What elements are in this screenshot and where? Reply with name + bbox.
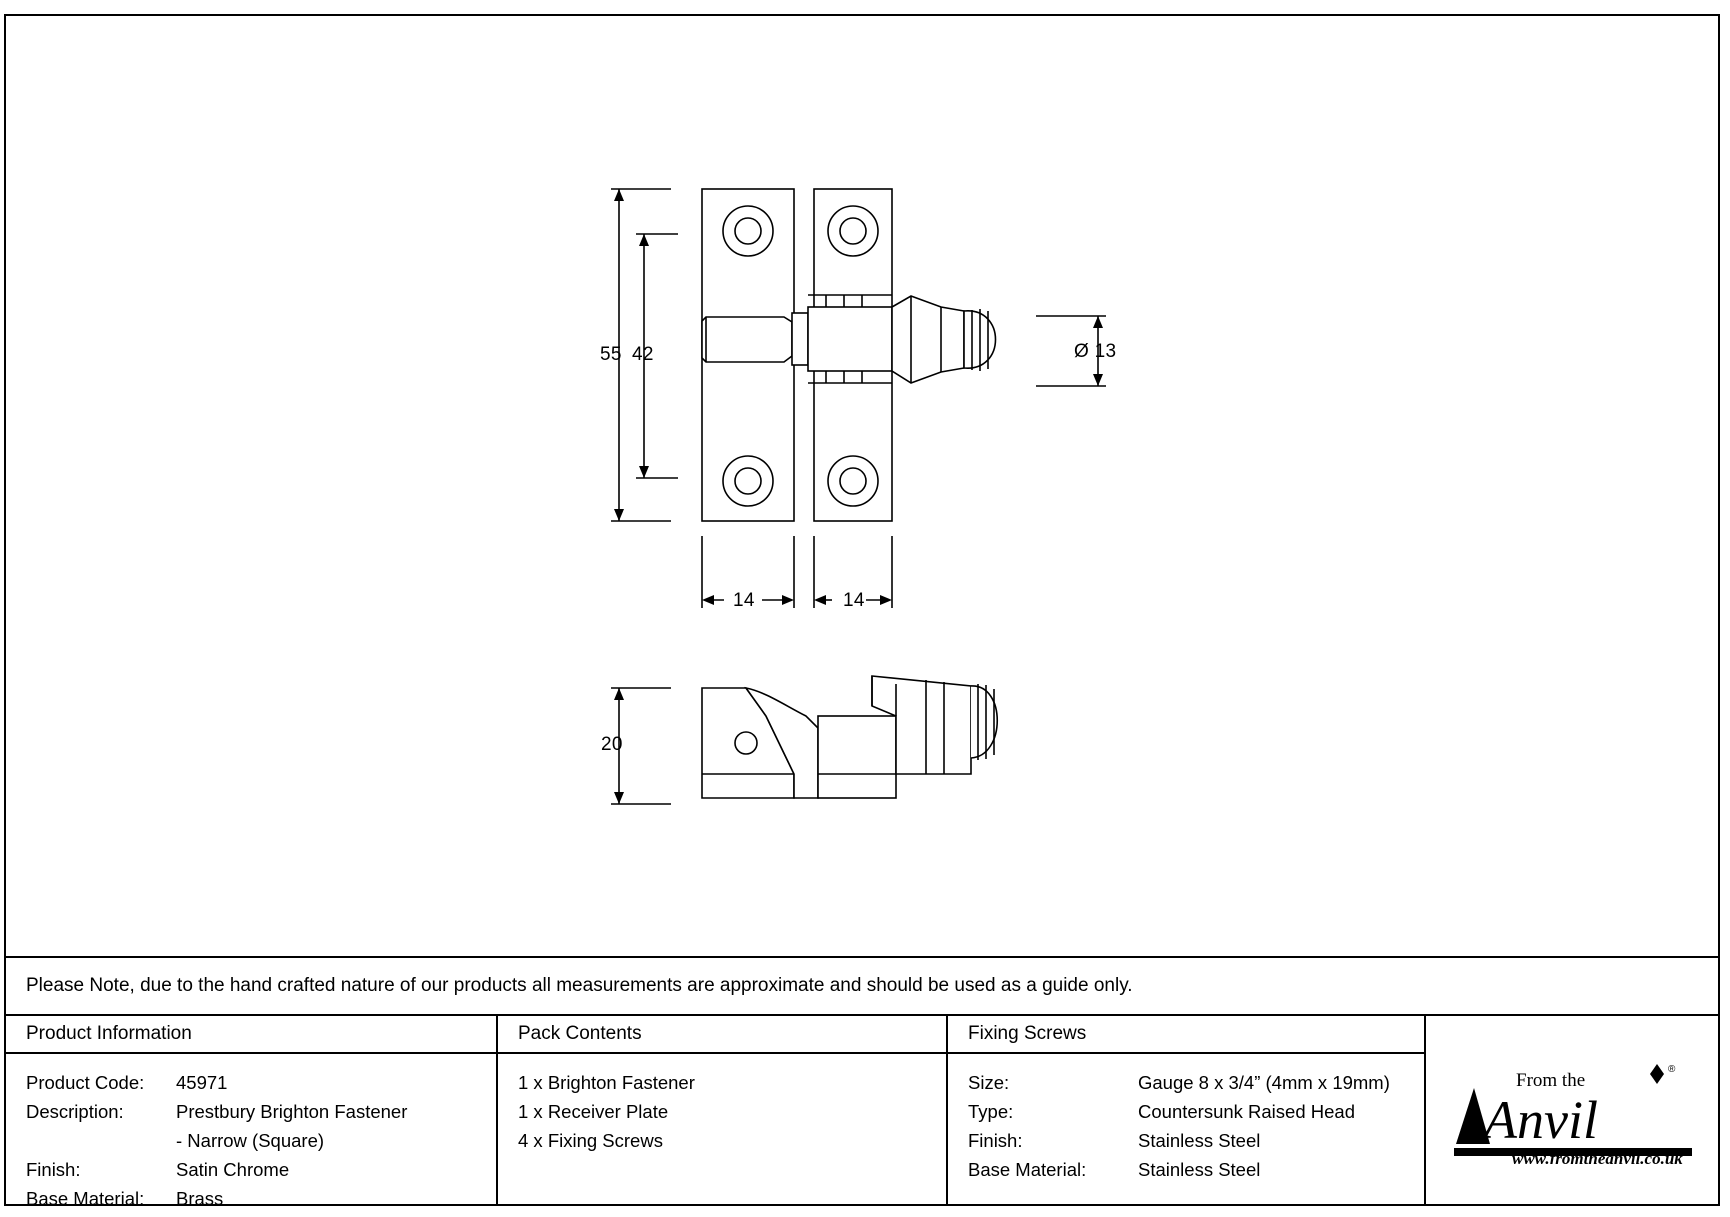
note-row [6, 956, 1718, 1014]
dim-width-left: 14 [733, 590, 755, 611]
product-information-heading: Product Information [6, 1016, 496, 1054]
table-row [26, 1068, 496, 1097]
diamond-icon [1650, 1064, 1664, 1084]
dim-width-right: 14 [843, 590, 865, 611]
product-code-label: Product Code: [26, 1072, 145, 1093]
base-material-label: Base Material: [26, 1188, 145, 1209]
screw-size-label: Size: [968, 1072, 1010, 1093]
table-row [26, 1126, 496, 1155]
pack-contents-column [498, 1016, 948, 1204]
table-row [26, 1097, 496, 1126]
logo-line1: From the [1516, 1070, 1586, 1091]
screw-base-material-label: Base Material: [968, 1159, 1087, 1180]
description-label-continued [26, 1126, 176, 1155]
logo-svg [1454, 1052, 1692, 1164]
screw-finish-value: Stainless Steel [1138, 1130, 1261, 1151]
product-information-column [6, 1016, 498, 1209]
screw-base-material-value: Stainless Steel [1138, 1159, 1261, 1180]
screw-finish-label: Finish: [968, 1130, 1023, 1151]
drawing-svg [6, 16, 1718, 956]
finish-value: Satin Chrome [176, 1159, 290, 1180]
note-text: Please Note, due to the hand crafted nature of our products all measurements are approximate and should be used as a guide only. [26, 975, 1133, 996]
table-row [26, 1184, 496, 1213]
base-material-value: Brass [176, 1188, 224, 1209]
technical-drawing [6, 16, 1718, 956]
screw-size-value: Gauge 8 x 3/4” (4mm x 19mm) [1138, 1072, 1390, 1093]
fixing-screws-heading: Fixing Screws [948, 1016, 1424, 1054]
fixing-screws-column [948, 1016, 1426, 1204]
table-row [26, 1155, 496, 1184]
dim-knob-diameter: Ø 13 [1074, 341, 1117, 362]
logo-website: www.fromtheanvil.co.uk [1512, 1149, 1683, 1164]
from-the-anvil-logo [1454, 1052, 1692, 1164]
logo-line2: Anvil [1484, 1090, 1598, 1150]
screw-type-label: Type: [968, 1101, 1014, 1122]
dim-side-height: 20 [601, 734, 623, 755]
info-table [6, 1014, 1718, 1209]
dim-height-overall: 55 [600, 344, 622, 365]
description-value: Prestbury Brighton Fastener [176, 1101, 408, 1122]
dim-height-plate: 42 [632, 344, 654, 365]
screw-type-value: Countersunk Raised Head [1138, 1101, 1355, 1122]
table-row [968, 1126, 1424, 1155]
finish-label: Finish: [26, 1159, 81, 1180]
list-item: 4 x Fixing Screws [518, 1130, 663, 1151]
table-row [968, 1155, 1424, 1184]
product-code-value: 45971 [176, 1072, 228, 1093]
list-item: 1 x Receiver Plate [518, 1101, 669, 1122]
list-item: 1 x Brighton Fastener [518, 1072, 695, 1093]
table-row [968, 1068, 1424, 1097]
description-label: Description: [26, 1101, 124, 1122]
pack-contents-heading: Pack Contents [498, 1016, 946, 1054]
description-value-continued: - Narrow (Square) [176, 1130, 325, 1151]
logo-registered: ® [1668, 1064, 1676, 1075]
brand-logo-column [1426, 1016, 1716, 1204]
drawing-sheet [4, 14, 1720, 1209]
table-row [968, 1097, 1424, 1126]
